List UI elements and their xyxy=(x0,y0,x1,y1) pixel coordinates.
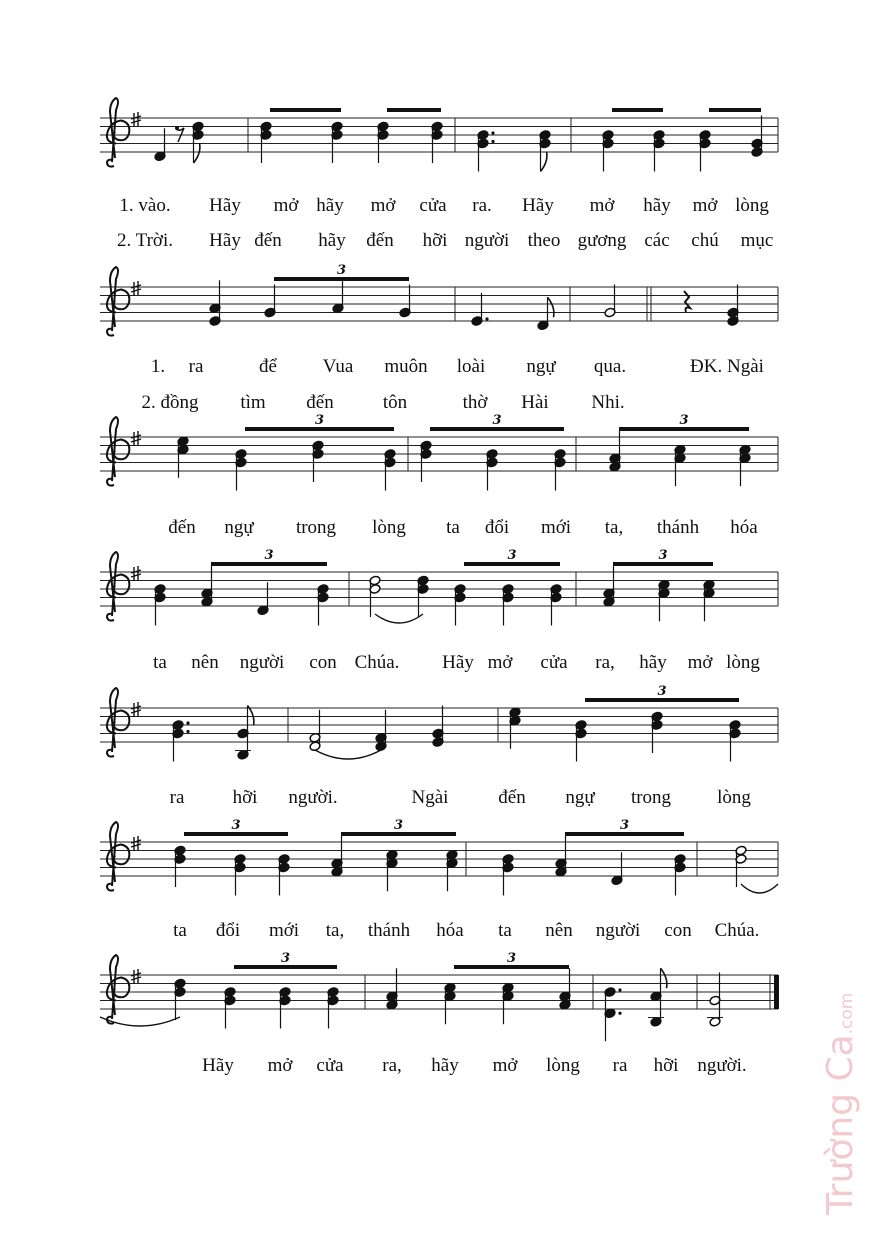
lyric-syllable: mở xyxy=(273,195,299,216)
lyric-syllable: gương xyxy=(577,230,627,251)
lyric-syllable: hỡi xyxy=(653,1055,679,1076)
lyric-syllable: ra, xyxy=(382,1055,402,1076)
beam xyxy=(387,108,441,112)
lyric-syllable: đến xyxy=(254,230,282,251)
lyric-syllable: 1. xyxy=(150,356,166,377)
lyric-syllable: 2. Trời. xyxy=(117,230,173,251)
lyric-syllable: mở xyxy=(487,652,513,673)
beam xyxy=(612,108,663,112)
lyric-syllable: người. xyxy=(288,787,338,808)
lyric-syllable: mục xyxy=(740,230,774,251)
lyric-syllable: muôn xyxy=(384,356,428,377)
dot xyxy=(618,988,621,991)
lyric-syllable: hóa xyxy=(436,920,464,941)
triplet-number: 3 xyxy=(492,413,502,428)
lyric-syllable: Hãy xyxy=(202,1055,234,1076)
lyric-syllable: người xyxy=(464,230,510,251)
lyric-syllable: Hãy xyxy=(209,195,241,216)
treble-clef-icon xyxy=(107,267,129,336)
lyric-syllable: ta, xyxy=(604,517,624,538)
flag xyxy=(548,297,554,317)
lyric-syllable: mở xyxy=(492,1055,518,1076)
dot xyxy=(491,140,494,143)
lyric-syllable: thánh xyxy=(367,920,411,941)
dot xyxy=(491,131,494,134)
lyric-syllable: cửa xyxy=(419,195,447,216)
lyric-syllable: mở xyxy=(687,652,713,673)
lyric-syllable: đến xyxy=(366,230,394,251)
lyric-syllable: Hài xyxy=(521,392,549,413)
sharp-key-signature-icon xyxy=(131,702,141,717)
lyric-syllable: thờ xyxy=(462,392,488,413)
lyric-syllable: hãy xyxy=(431,1055,459,1076)
treble-clef-icon xyxy=(107,955,129,1024)
dot xyxy=(485,317,488,320)
lyric-syllable: con xyxy=(664,920,692,941)
lyric-syllable: đến xyxy=(498,787,526,808)
sharp-key-signature-icon xyxy=(131,281,141,296)
lyric-syllable: lòng xyxy=(735,195,769,216)
lyric-syllable: theo xyxy=(527,230,561,251)
lyric-syllable: trong xyxy=(295,517,337,538)
lyric-syllable: mở xyxy=(370,195,396,216)
treble-clef-icon xyxy=(107,98,129,167)
flag xyxy=(541,152,547,172)
lyric-syllable: tìm xyxy=(240,392,266,413)
lyric-syllable: Nhi. xyxy=(591,392,625,413)
dot xyxy=(618,1012,621,1015)
lyric-syllable: hãy xyxy=(639,652,667,673)
triplet-number: 3 xyxy=(393,818,404,833)
lyric-syllable: mới xyxy=(540,517,572,538)
triplet-number: 3 xyxy=(280,951,291,966)
triplet-number: 3 xyxy=(679,413,689,428)
lyric-syllable: ta xyxy=(446,517,460,538)
tie xyxy=(315,750,381,759)
flag xyxy=(194,143,200,163)
triplet-number: 3 xyxy=(507,548,517,563)
tie xyxy=(375,614,423,623)
lyric-syllable: ra xyxy=(169,787,185,808)
lyric-syllable: Hãy xyxy=(442,652,474,673)
lyric-syllable: nên xyxy=(191,652,219,673)
lyric-syllable: đến xyxy=(306,392,334,413)
lyric-syllable: Hãy xyxy=(209,230,241,251)
lyric-syllable: Ngài xyxy=(411,787,449,808)
lyric-syllable: trong xyxy=(630,787,672,808)
lyric-syllable: mở xyxy=(692,195,718,216)
lyric-syllable: người xyxy=(595,920,641,941)
triplet-number: 3 xyxy=(264,548,274,563)
quarter-rest-icon xyxy=(684,291,690,312)
lyric-syllable: hỡi xyxy=(232,787,258,808)
triplet-number: 3 xyxy=(336,263,347,278)
lyric-syllable: lòng xyxy=(717,787,751,808)
lyric-syllable: lòng xyxy=(726,652,760,673)
lyric-syllable: ta xyxy=(173,920,187,941)
tie xyxy=(741,884,778,893)
lyric-syllable: con xyxy=(309,652,337,673)
treble-clef-icon xyxy=(107,822,129,891)
treble-clef-icon xyxy=(107,552,129,621)
lyric-syllable: Chúa. xyxy=(714,920,760,941)
beam xyxy=(270,108,341,112)
watermark-suffix: .com xyxy=(837,992,857,1035)
final-barline xyxy=(774,975,779,1009)
lyric-syllable: để xyxy=(259,356,277,377)
watermark-logo xyxy=(820,993,861,1215)
lyric-syllable: đổi xyxy=(484,517,510,538)
lyric-syllable: chú xyxy=(691,230,719,251)
lyric-syllable: ngự xyxy=(224,517,254,538)
lyric-syllable: người. xyxy=(697,1055,747,1076)
lyric-syllable: đến xyxy=(168,517,196,538)
triplet-number: 3 xyxy=(506,951,517,966)
sharp-key-signature-icon xyxy=(131,836,141,851)
lyric-syllable: ta xyxy=(153,652,167,673)
lyric-syllable: mới xyxy=(268,920,300,941)
triplet-number: 3 xyxy=(231,818,241,833)
dot xyxy=(186,721,189,724)
lyric-syllable: ngự xyxy=(526,356,556,377)
lyric-syllable: hãy xyxy=(318,230,346,251)
lyric-syllable: thánh xyxy=(656,517,700,538)
triplet-number: 3 xyxy=(314,413,325,428)
lyric-syllable: lòng xyxy=(546,1055,580,1076)
lyric-syllable: lòng xyxy=(372,517,406,538)
flag xyxy=(661,968,667,988)
triplet-number: 3 xyxy=(619,818,630,833)
lyric-syllable: cửa xyxy=(540,652,568,673)
lyric-syllable: mở xyxy=(589,195,615,216)
lyric-syllable: ra. xyxy=(472,195,492,216)
triplet-number: 3 xyxy=(658,548,668,563)
lyric-syllable: Hãy xyxy=(522,195,554,216)
triplet-number: 3 xyxy=(657,684,667,699)
lyric-syllable: hóa xyxy=(730,517,758,538)
lyric-syllable: người xyxy=(239,652,285,673)
lyric-syllable: ra xyxy=(188,356,204,377)
lyric-syllable: ĐK. Ngài xyxy=(690,356,764,377)
beam xyxy=(709,108,761,112)
sharp-key-signature-icon xyxy=(131,566,141,581)
lyric-syllable: Vua xyxy=(322,356,354,377)
lyric-syllable: hãy xyxy=(316,195,344,216)
treble-clef-icon xyxy=(107,688,129,757)
lyric-syllable: ra xyxy=(612,1055,628,1076)
lyric-syllable: ra, xyxy=(595,652,615,673)
lyric-syllable: ta, xyxy=(325,920,345,941)
lyric-syllable: các xyxy=(644,230,670,251)
lyric-syllable: nên xyxy=(545,920,573,941)
lyric-syllable: tôn xyxy=(382,392,408,413)
sharp-key-signature-icon xyxy=(131,969,141,984)
lyric-syllable: hãy xyxy=(643,195,671,216)
lyric-syllable: 2. đồng xyxy=(141,392,199,413)
lyric-syllable: ta xyxy=(498,920,512,941)
dot xyxy=(186,730,189,733)
lyric-syllable: cửa xyxy=(316,1055,344,1076)
treble-clef-icon xyxy=(107,417,129,486)
lyric-syllable: Chúa. xyxy=(354,652,400,673)
lyric-syllable: hỡi xyxy=(422,230,448,251)
eighth-rest-dot xyxy=(175,126,179,130)
lyric-syllable: ngự xyxy=(565,787,595,808)
lyric-syllable: mở xyxy=(267,1055,293,1076)
lyric-syllable: loài xyxy=(456,356,486,377)
sharp-key-signature-icon xyxy=(131,112,141,127)
lyric-syllable: qua. xyxy=(593,356,627,377)
lyric-syllable: đổi xyxy=(215,920,241,941)
lyric-syllable: 1. vào. xyxy=(119,195,171,216)
sharp-key-signature-icon xyxy=(131,431,141,446)
watermark-text: Trường Ca xyxy=(820,1034,861,1215)
